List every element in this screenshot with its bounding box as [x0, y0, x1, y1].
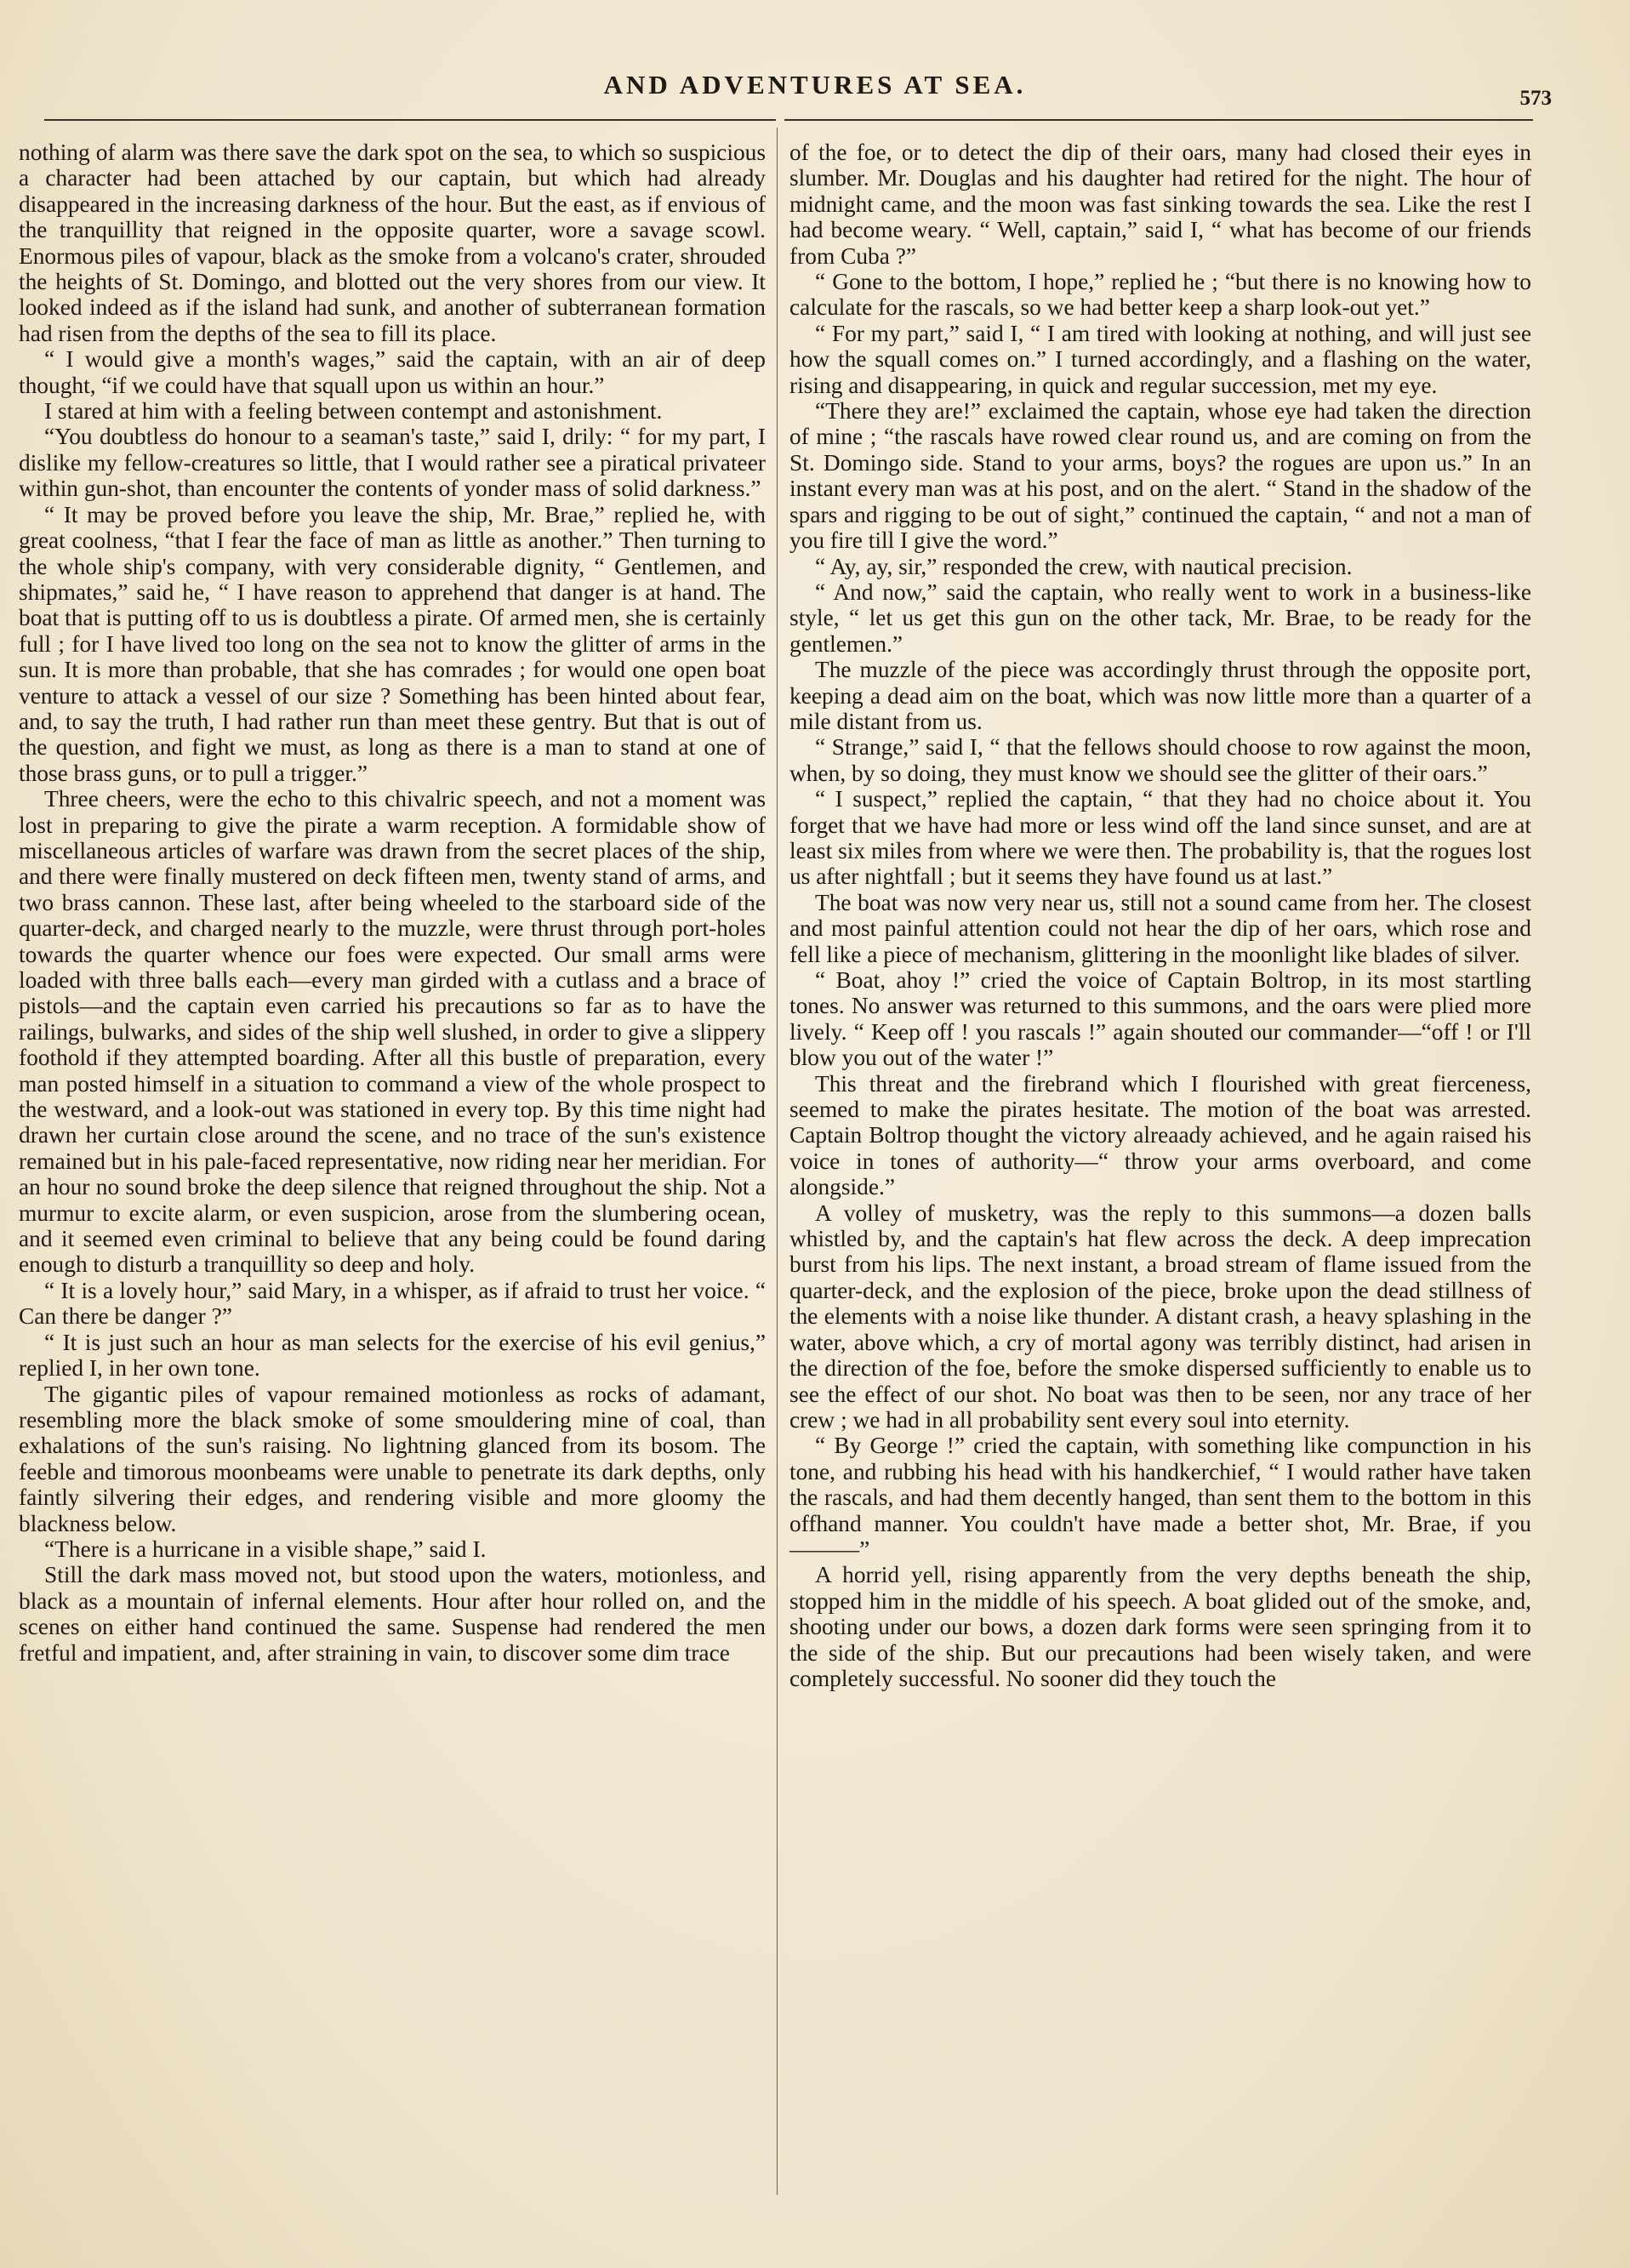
paragraph: “ For my part,” said I, “ I am tired with looking at nothing, and will just see how the squall comes on.” I turned accordingly, and a flashing on the water, rising and disappearing, in quick and regular succession, met my eye.	[789, 320, 1531, 398]
paragraph: “ And now,” said the captain, who really went to work in a business-like style, “ let us get this gun on the other tack, Mr. Brae, to be ready for the gentlemen.”	[789, 578, 1531, 657]
paragraph: “ It may be proved before you leave the ship, Mr. Brae,” replied he, with great coolness, “that I fear the face of man as little as another.” Then turning to the whole ship's company, with very considerable dignity, “ Gentlemen, and shipmates,” said he, “ I have reason to apprehend that danger is at hand. The boat that is putting off to us is doubtless a pirate. Of armed men, she is certainly full ; for I have lived too long on the sea not to know the glitter of arms in the sun. It is more than probable, that she has comrades ; for would one open boat venture to attack a vessel of our size ? Something has been hinted about fear, and, to say the truth, I had rather run than meet these gentry. But that is out of the question, and fight we must, as long as there is a man to stand at one of those brass guns, or to pull a trigger.”	[19, 501, 766, 786]
paragraph: I stared at him with a feeling between contempt and astonishment.	[44, 398, 663, 425]
header-rule-right	[784, 119, 1533, 121]
paragraph: “ I suspect,” replied the captain, “ that they had no choice about it. You forget that we have had more or less wind off the land since sunset, and are at least six miles from where we were then. The probability is, that the rogues lost us after nightfall ; but it seems they have found us at last.”	[789, 786, 1531, 890]
paragraph: “ I would give a month's wages,” said the captain, with an air of deep thought, “if we could have that squall upon us within an hour.”	[19, 346, 766, 398]
right-column	[789, 140, 1531, 1691]
page-number: 573	[1519, 87, 1552, 110]
page-header	[0, 61, 1630, 112]
paragraph: A volley of musketry, was the reply to this summons—a dozen balls whistled by, and the captain's hat flew across the deck. A deep imprecation burst from his lips. The next instant, a broad stream of flame issued from the quarter-deck, and the explosion of the piece, broke upon the dead stillness of the elements with a noise like thunder. A distant crash, a heavy splashing in the water, above which, a cry of mortal agony was terribly distinct, had arisen in the direction of the foe, before the smoke dispersed sufficiently to enable us to see the effect of our shot. No boat was then to be seen, nor any trace of her crew ; we had in all probability sent every soul into eternity.	[789, 1200, 1531, 1433]
paragraph: “ Strange,” said I, “ that the fellows should choose to row against the moon, when, by so doing, they must know we should see the glitter of their oars.”	[789, 734, 1531, 786]
paragraph: The boat was now very near us, still not a sound came from her. The closest and most painful attention could not hear the dip of her oars, which rose and fell like a piece of mechanism, glittering in the moonlight like blades of silver.	[789, 889, 1531, 967]
paragraph: Still the dark mass moved not, but stood upon the waters, motionless, and black as a mountain of infernal elements. Hour after hour rolled on, and the scenes on either hand continued the same. Suspense had rendered the men fretful and impatient, and, after straining in vain, to discover some dim trace	[19, 1562, 766, 1666]
paragraph: nothing of alarm was there save the dark spot on the sea, to which so suspicious a character had been attached by our captain, but which had already disappeared in the increasing darkness of the hour. But the east, as if envious of the tranquillity that reigned in the opposite quarter, wore a savage scowl. Enormous piles of vapour, black as the smoke from a volcano's crater, shrouded the heights of St. Domingo, and blotted out the very shores from our view. It looked indeed as if the island had sunk, and another of subterranean formation had risen from the depths of the sea to fill its place.	[19, 140, 766, 346]
running-title: AND ADVENTURES AT SEA.	[603, 70, 1027, 100]
paragraph: “ Ay, ay, sir,” responded the crew, with nautical precision.	[815, 553, 1353, 579]
paragraph: “There is a hurricane in a visible shape,” said I.	[44, 1536, 487, 1562]
paragraph: A horrid yell, rising apparently from the very depths beneath the ship, stopped him in the middle of his speech. A boat glided out of the smoke, and, shooting under our bows, a dozen dark forms were seen springing from it to the side of the ship. But our precautions had been wisely taken, and were completely successful. No sooner did they touch the	[789, 1562, 1531, 1691]
paragraph: “ It is just such an hour as man selects for the exercise of his evil genius,” replied I, in her own tone.	[19, 1329, 766, 1382]
paragraph: “ It is a lovely hour,” said Mary, in a whisper, as if afraid to trust her voice. “ Can there be danger ?”	[19, 1277, 766, 1330]
paragraph: “ Gone to the bottom, I hope,” replied he ; “but there is no knowing how to calculate for the rascals, so we had better keep a sharp look-out yet.”	[789, 269, 1531, 321]
left-column	[19, 140, 766, 1666]
paragraph: of the foe, or to detect the dip of their oars, many had closed their eyes in slumber. Mr. Douglas and his daughter had retired for the night. The hour of midnight came, and the moon was fast sinking towards the sea. Like the rest I had become weary. “ Well, captain,” said I, “ what has become of our friends from Cuba ?”	[789, 140, 1531, 269]
header-rule-left	[44, 119, 776, 121]
paragraph: The gigantic piles of vapour remained motionless as rocks of adamant, resembling more the black smoke of some smouldering mine of coal, than exhalations of the sun's raising. No lightning glanced from its bosom. The feeble and timorous moonbeams were unable to penetrate its dark depths, only faintly silvering their edges, and rendering visible and more gloomy the blackness below.	[19, 1381, 766, 1536]
paragraph: Three cheers, were the echo to this chivalric speech, and not a moment was lost in preparing to give the pirate a warm reception. A formidable show of miscellaneous articles of warfare was drawn from the secret places of the ship, and there were finally mustered on deck fifteen men, twenty stand of arms, and two brass cannon. These last, after being wheeled to the starboard side of the quarter-deck, and charged nearly to the muzzle, were thrust through port-holes towards the quarter whence our foes were expected. Our small arms were loaded with three balls each—every man girded with a cutlass and a brace of pistols—and the captain even carried his precautions so far as to have the railings, bulwarks, and sides of the ship well slushed, in order to give a slippery foothold if they attempted boarding. After all this bustle of preparation, every man posted himself in a situation to command a view of the whole prospect to the westward, and a look-out was stationed in every top. By this time night had drawn her curtain close around the scene, and no trace of the sun's existence remained but in his pale-faced representative, now riding near her meridian. For an hour no sound broke the deep silence that reigned throughout the ship. Not a murmur to excite alarm, or even suspicion, arose from the slumbering ocean, and it seemed even criminal to believe that any being could be found daring enough to disturb a tranquillity so deep and holy.	[19, 786, 766, 1278]
paragraph: “There they are!” exclaimed the captain, whose eye had taken the direction of mine ; “the rascals have rowed clear round us, and are coming on from the St. Domingo side. Stand to your arms, boys? the rogues are upon us.” In an instant every man was at his post, and on the alert. “ Stand in the shadow of the spars and rigging to be out of sight,” continued the captain, “ and not a man of you fire till I give the word.”	[789, 398, 1531, 554]
paragraph: “ By George !” cried the captain, with something like compunction in his tone, and rubbing his head with his handkerchief, “ I would rather have taken the rascals, and had them decently hanged, than sent them to the bottom in this offhand manner. You couldn't have made a better shot, Mr. Brae, if you ———”	[789, 1433, 1531, 1562]
paragraph: “You doubtless do honour to a seaman's taste,” said I, drily: “ for my part, I dislike my fellow-creatures so little, that I would rather see a piratical privateer within gun-shot, than encounter the contents of yonder mass of solid darkness.”	[19, 424, 766, 502]
column-divider	[777, 128, 778, 2195]
paragraph: “ Boat, ahoy !” cried the voice of Captain Boltrop, in its most startling tones. No answer was returned to this summons, and the oars were plied more lively. “ Keep off ! you rascals !” again shouted our commander—“off ! or I'll blow you out of the water !”	[789, 967, 1531, 1071]
paragraph: This threat and the firebrand which I flourished with great fierceness, seemed to make the pirates hesitate. The motion of the boat was arrested. Captain Boltrop thought the victory alreaady achieved, and he again raised his voice in tones of authority—“ throw your arms overboard, and come alongside.”	[789, 1070, 1531, 1200]
paragraph: The muzzle of the piece was accordingly thrust through the opposite port, keeping a dead aim on the boat, which was now little more than a quarter of a mile distant from us.	[789, 657, 1531, 734]
